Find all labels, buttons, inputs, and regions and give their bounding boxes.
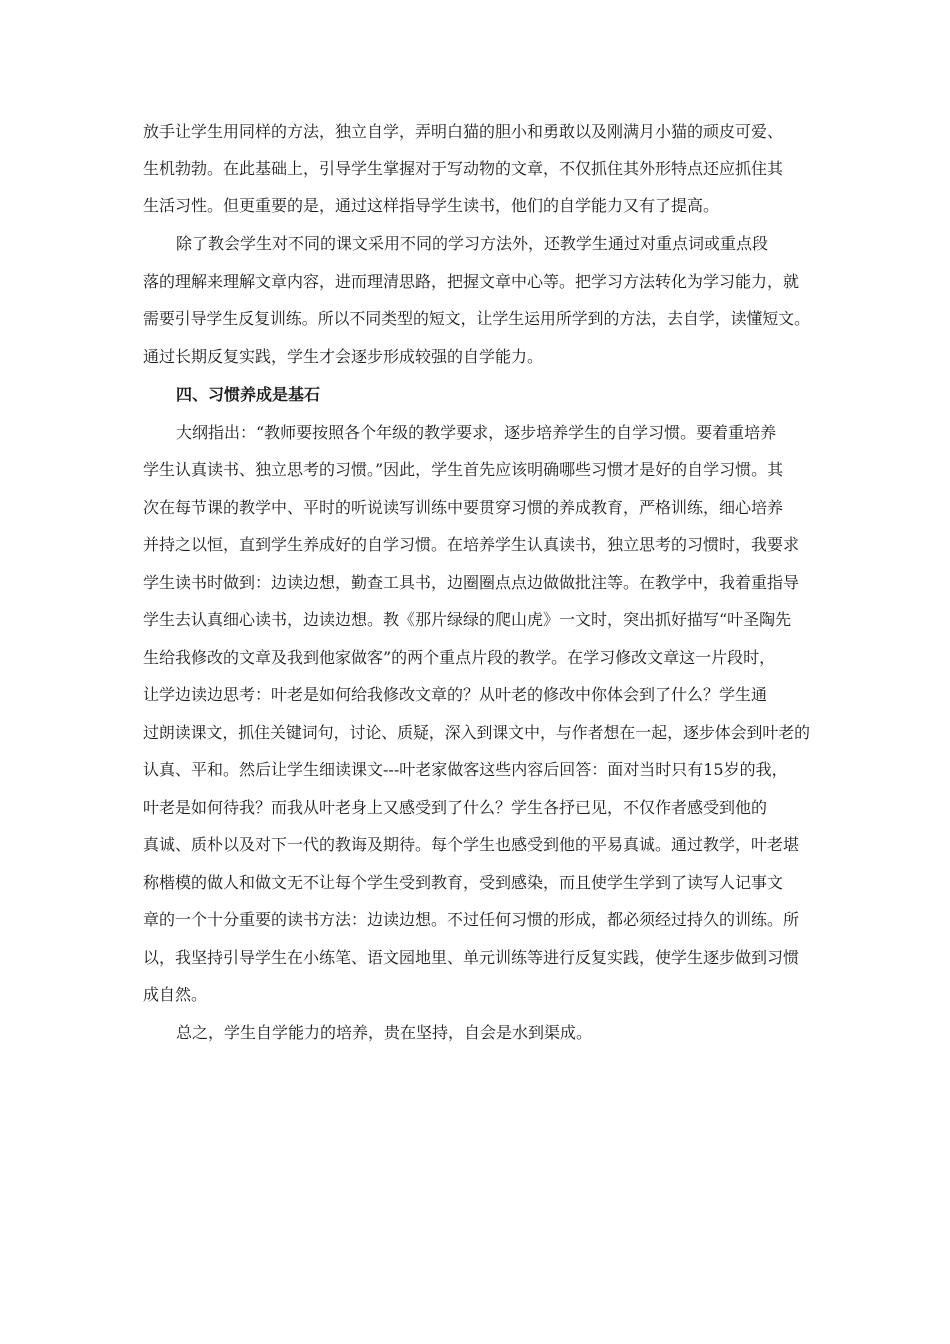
paragraph-line: 大纲指出：“教师要按照各个年级的教学要求，逐步培养学生的自学习惯。要着重培养 (176, 423, 777, 442)
paragraph-line: 真诚、质朴以及对下一代的教诲及期待。每个学生也感受到他的平易真诚。通过教学，叶老堪 (143, 835, 800, 854)
paragraph-line: 成自然。 (143, 985, 208, 1004)
paragraph-line: 让学边读边思考：叶老是如何给我修改文章的？从叶老的修改中你体会到了什么？学生通 (143, 685, 768, 704)
paragraph-line: 生活习性。但更重要的是，通过这样指导学生读书，他们的自学能力又有了提高。 (143, 196, 720, 215)
paragraph-line: 生机勃勃。在此基础上，引导学生掌握对于写动物的文章，不仅抓住其外形特点还应抓住其 (143, 159, 784, 178)
paragraph-line: 除了教会学生对不同的课文采用不同的学习方法外，还教学生通过对重点词或重点段 (176, 234, 769, 253)
paragraph-line: 总之，学生自学能力的培养，贵在坚持，自会是水到渠成。 (176, 1023, 593, 1042)
paragraph-line: 过朗读课文，抓住关键词句，讨论、质疑，深入到课文中，与作者想在一起，逐步体会到叶老的 (143, 723, 811, 742)
paragraph-line: 学生读书时做到：边读边想，勤查工具书，边圈圈点点边做做批注等。在教学中，我着重指导 (143, 573, 800, 592)
paragraph-line: 落的理解来理解文章内容，进而理清思路，把握文章中心等。把学习方法转化为学习能力，就 (143, 272, 800, 291)
paragraph-line: 通过长期反复实践，学生才会逐步形成较强的自学能力。 (143, 347, 544, 366)
paragraph-line: 叶老是如何待我？而我从叶老身上又感受到了什么？学生各抒已见，不仅作者感受到他的 (143, 798, 768, 817)
paragraph-line: 需要引导学生反复训练。所以不同类型的短文，让学生运用所学到的方法，去自学，读懂短文。 (143, 309, 811, 328)
section-heading: 四、习惯养成是基石 (176, 385, 321, 404)
paragraph-line: 以，我坚持引导学生在小练笔、语文园地里、单元训练等进行反复实践，使学生逐步做到习惯 (143, 948, 800, 967)
paragraph-line: 放手让学生用同样的方法，独立自学，弄明白猫的胆小和勇敢以及刚满月小猫的顽皮可爱、 (143, 122, 784, 141)
paragraph-line: 学生认真读书、独立思考的习惯。”因此，学生首先应该明确哪些习惯才是好的自学习惯。其 (143, 460, 784, 479)
paragraph-line: 学生去认真细心读书，边读边想。教《那片绿绿的爬山虎》一文时，突出抓好描写“叶圣陶先 (143, 610, 792, 629)
paragraph-line: 称楷模的做人和做文无不让每个学生受到教育，受到感染，而且使学生学到了读写人记事文 (143, 873, 784, 892)
paragraph-line: 章的一个十分重要的读书方法：边读边想。不过任何习惯的形成，都必须经过持久的训练。所 (143, 910, 800, 929)
paragraph-line: 次在每节课的教学中、平时的听说读写训练中要贯穿习惯的养成教育，严格训练，细心培养 (143, 498, 784, 517)
paragraph-line: 认真、平和。然后让学生细读课文---叶老家做客这些内容后回答：面对当时只有15岁的我， (143, 760, 788, 779)
paragraph-line: 并持之以恒，直到学生养成好的自学习惯。在培养学生认真读书，独立思考的习惯时，我要求 (143, 535, 800, 554)
paragraph-line: 生给我修改的文章及我到他家做客”的两个重点片段的教学。在学习修改文章这一片段时， (143, 648, 776, 667)
